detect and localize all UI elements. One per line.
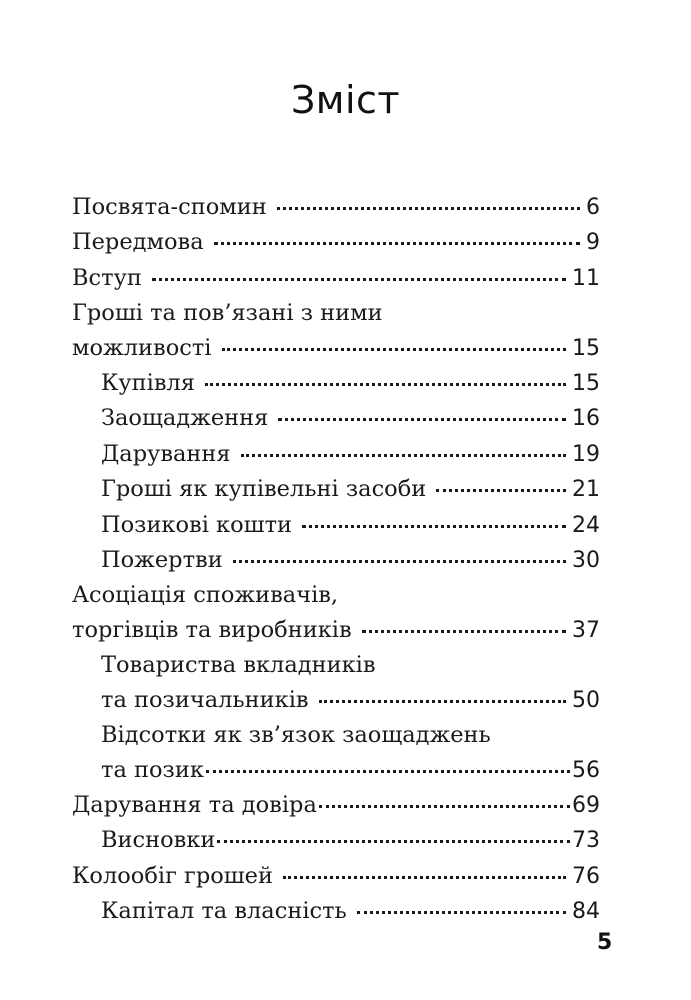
toc-entry-page: 15 xyxy=(572,371,600,397)
dot-leader xyxy=(206,770,570,773)
toc-entry-title: Посвята-спомин xyxy=(72,194,267,220)
toc-entry-line xyxy=(72,225,600,260)
toc-entry[interactable] xyxy=(72,648,600,718)
toc-entry-title: Пожертви xyxy=(101,547,223,574)
toc-entry[interactable] xyxy=(72,366,600,401)
toc-entry-title: та позик xyxy=(101,756,204,783)
toc-entry[interactable] xyxy=(72,894,600,929)
toc-entry-page: 50 xyxy=(572,687,600,713)
toc-entry[interactable] xyxy=(72,261,600,296)
dot-leader xyxy=(222,348,567,351)
toc-entry-title: Позикові кошти xyxy=(101,511,293,538)
toc-entry-title: Вступ xyxy=(72,264,142,291)
toc-entry-line xyxy=(101,894,600,929)
toc-entry-page: 73 xyxy=(572,828,600,854)
dot-leader xyxy=(205,383,566,386)
dot-leader xyxy=(233,560,566,563)
dot-leader xyxy=(436,489,566,492)
toc-entry-line xyxy=(101,366,600,401)
page-title: Зміст xyxy=(290,78,401,122)
dot-leader xyxy=(283,876,566,879)
dot-leader xyxy=(319,805,570,808)
toc-entry-page: 19 xyxy=(572,441,600,467)
dot-leader xyxy=(362,630,566,633)
toc-entry-title: можливості xyxy=(72,334,212,361)
toc-entry[interactable] xyxy=(72,718,600,788)
toc-entry-title: Заощадження xyxy=(101,405,269,432)
toc-entry-line xyxy=(101,753,600,788)
toc-entry-title: Дарування xyxy=(101,440,231,467)
dot-leader xyxy=(241,454,566,457)
toc-entry-title: та позичальників xyxy=(101,686,309,713)
toc-entry[interactable] xyxy=(72,578,600,648)
toc-entry-line xyxy=(72,190,600,225)
toc-entry-line xyxy=(101,683,600,718)
toc-entry-title-line: Асоціація споживачів, xyxy=(72,582,339,609)
dot-leader xyxy=(278,418,566,421)
toc-entry-title-line: Товариства вкладників xyxy=(101,652,376,679)
toc-entry-page: 24 xyxy=(572,512,600,538)
toc-entry-title-line: Гроші та пов’язані з ними xyxy=(72,300,383,327)
toc-entry-line xyxy=(72,331,600,366)
toc-entry-line xyxy=(72,788,600,823)
toc-entry-line xyxy=(72,613,600,648)
page-number: 5 xyxy=(597,930,613,955)
toc-entry-title: торгівців та виробників xyxy=(72,616,352,643)
toc-entry-line xyxy=(101,543,600,578)
toc-entry[interactable] xyxy=(72,472,600,507)
toc-entry-line xyxy=(72,261,600,296)
toc-entry[interactable] xyxy=(72,401,600,436)
toc-entry[interactable] xyxy=(72,508,600,543)
dot-leader xyxy=(357,911,566,914)
toc-entry[interactable] xyxy=(72,788,600,823)
toc-entry-title: Висновки xyxy=(101,827,216,854)
dot-leader xyxy=(319,700,566,703)
toc-entry-title: Дарування та довіра xyxy=(72,791,317,818)
toc-entry-page: 30 xyxy=(572,548,600,574)
toc-entry-page: 37 xyxy=(572,617,600,643)
toc-entry[interactable] xyxy=(72,543,600,578)
toc-entry-line xyxy=(101,472,600,507)
toc-entry-page: 15 xyxy=(572,335,600,361)
toc-entry-page: 56 xyxy=(572,757,600,783)
toc-entry-page: 21 xyxy=(572,477,600,503)
toc-entry-title: Купівля xyxy=(101,370,195,397)
toc-entry-line xyxy=(101,508,600,543)
toc-entry-title: Гроші як купівельні засоби xyxy=(101,476,427,503)
toc-entry-page: 6 xyxy=(586,195,600,220)
dot-leader xyxy=(152,278,566,281)
toc-entry-page: 16 xyxy=(572,406,600,432)
toc-entry-title: Передмова xyxy=(72,229,204,256)
toc-entry-page: 69 xyxy=(572,792,600,818)
dot-leader xyxy=(214,242,580,245)
toc-entry[interactable] xyxy=(72,225,600,260)
toc-entry-line xyxy=(101,823,600,858)
toc-entry-title: Колообіг грошей xyxy=(72,862,273,889)
toc-entry[interactable] xyxy=(72,859,600,894)
toc-entry-line xyxy=(101,437,600,472)
dot-leader xyxy=(217,840,570,843)
toc-entry[interactable] xyxy=(72,437,600,472)
toc-entry-title: Капітал та власність xyxy=(101,898,347,925)
dot-leader xyxy=(302,525,566,528)
table-of-contents xyxy=(72,190,600,930)
toc-entry-page: 11 xyxy=(572,265,600,291)
toc-entry-line xyxy=(101,401,600,436)
toc-entry-page: 76 xyxy=(572,863,600,889)
toc-entry-page: 84 xyxy=(572,899,600,925)
toc-entry[interactable] xyxy=(72,190,600,225)
toc-entry[interactable] xyxy=(72,823,600,858)
toc-entry-page: 9 xyxy=(586,230,600,256)
toc-entry-title-line: Відсотки як зв’язок заощаджень xyxy=(101,722,491,749)
dot-leader xyxy=(277,207,580,210)
toc-entry-line xyxy=(72,859,600,894)
toc-entry[interactable] xyxy=(72,296,600,366)
